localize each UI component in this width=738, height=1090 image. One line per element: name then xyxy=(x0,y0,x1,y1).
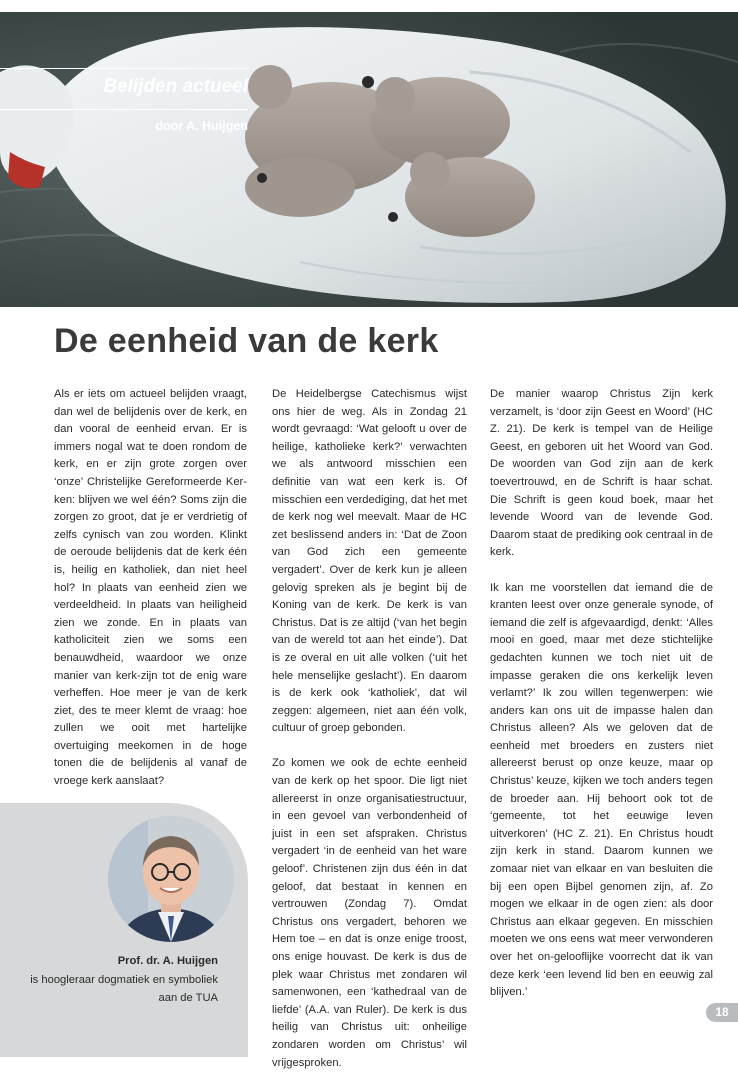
kicker-rule-bottom xyxy=(0,109,248,110)
article-column-2 xyxy=(272,386,467,1090)
swan-illustration xyxy=(0,12,738,307)
page-number-tab: 18 xyxy=(706,1003,738,1022)
byline: door A. Huijgen xyxy=(155,119,248,133)
article-column-1 xyxy=(54,386,247,808)
kicker-rule-top xyxy=(0,68,248,69)
article-title: De eenheid van de kerk xyxy=(54,322,439,360)
author-portrait-image xyxy=(108,816,234,942)
section-kicker: Belijden actueel xyxy=(103,76,248,97)
hero-photo xyxy=(0,12,738,307)
author-name: Prof. dr. A. Huijgen xyxy=(117,955,218,967)
author-portrait xyxy=(108,816,234,942)
paragraph: Ik kan me voorstellen dat iemand die de kranten leest over onze generale synode, of iemand die zelf is afgevaardigd, denkt: ‘Alles mooi en goed, maar met deze stichtelijke gedachten kunnen we toch niet uit de impasse geraken die ons kerkelijk leven verlamt?’ Ik zou willen tegenwerpen: wie anders kan ons uit de impasse halen dan Christus alleen? Als we geloven dat de eenheid met broeders en zusters niet allereerst berust op onze keuze, maar op Christus’ keuze, kijken we toch anders tegen de broeder aan. Hij behoort ook tot de ‘gemeente, tot het eeuwige leven uitverkoren’ (HC Z. 21). En Christus houdt zijn kerk in stand. Daarom kunnen we zomaar niet van elkaar en van besluiten die bij een open Bijbel genomen zijn, af. Zo mogen we elkaar in de ogen zien: als door Christus aan elkaar gegeven. En misschien moeten we ons eens wat meer verwonderen over het on-gelooflijke voorrecht dat ik van deze kerk ‘een levend lid ben en eeuwig zal blijven.’ xyxy=(490,581,713,999)
paragraph: Als er iets om actueel belijden vraagt, dan wel de belijdenis over de kerk, en dan vooral de eenheid ervan. Er is immers nogal wat te doen rondom de kerk, en er zijn grote zorgen over ‘onze’ Christelijke Gereformeerde Ker-ken: blijven we wel één? Soms zijn die zorgen zo groot, dat je er verdrietig of zelfs cynisch van zou worden. Klinkt de oeroude belijdenis dat de kerk één is, heilig en katholiek, dan niet heel hol? In plaats van eenheid zien we verdeeldheid. In plaats van heiligheid zien we zonde. En in plaats van katholiciteit zien we soms een benauwdheid, waardoor we onze manier van kerk-zijn tot de enig ware verheffen. Hoe meer je van de kerk ziet, des te meer klemt de vraag: hoe zullen we ooit met hartelijke overtuiging meekomen in de hoge tonen die de belijdenis al vanaf de vroege kerk aanslaat? xyxy=(54,388,247,788)
paragraph: Zo komen we ook de echte eenheid van de kerk op het spoor. Die ligt niet allereerst in onze organisatiestructuur, in een gevoel van verbondenheid of juist in een set afspraken. Christus vergadert ‘in de eenheid van het ware geloof’. Christenen zijn dus één in dat geloof, dat bestaat in kennen en vertrouwen (Zondag 7). Omdat Christus ons vergadert, behoren we Hem toe – en dat is onze enige troost, ons enige houvast. De kerk is dus de plek waar Christus met zondaren wil samenwonen, een ‘kathedraal van de liefde’ (A.A. van Ruler). De kerk is dus heilig van Christus uit: onheilige zondaren worden om Christus’ wil vrijgesproken. xyxy=(272,757,467,1069)
article-column-3 xyxy=(490,386,713,1019)
paragraph: De manier waarop Christus Zijn kerk verzamelt, is ‘door zijn Geest en Woord’ (HC Z. 21). De kerk is tempel van de Heilige Geest, en geboren uit het Woord van God. De woorden van God zijn aan de kerk toevertrouwd, en de Schrift is haar schat. Die Schrift is geen koud boek, maar het levende Woord van de levende God. Daarom staat de prediking ook centraal in de kerk. xyxy=(490,388,713,559)
author-description: is hoogleraar dogmatiek en symboliek aan de TUA xyxy=(30,974,218,1004)
paragraph: De Heidelbergse Catechismus wijst ons hier de weg. Als in Zondag 21 wordt gevraagd: ‘Wat gelooft u over de heilige, katholieke kerk?’ verwachten we als antwoord misschien een definitie van wat een kerk is. Of misschien een verdediging, dat het met de kerk nog wel meevalt. Maar de HC zet beslissend anders in: ‘Dat de Zoon van God zich een gemeente vergadert’. Over de kerk kun je alleen gelovig spreken als je begint bij de Koning van de kerk. De kerk is van Christus. Dat is ze altijd (‘van het begin van de wereld tot aan het einde’). Dat is ze overal en uit alle volken (‘uit het hele menselijke geslacht’). En daarom is de kerk ook ‘katholiek’, dat wil zeggen: algemeen, niet aan één volk, cultuur of groep gebonden. xyxy=(272,388,467,735)
